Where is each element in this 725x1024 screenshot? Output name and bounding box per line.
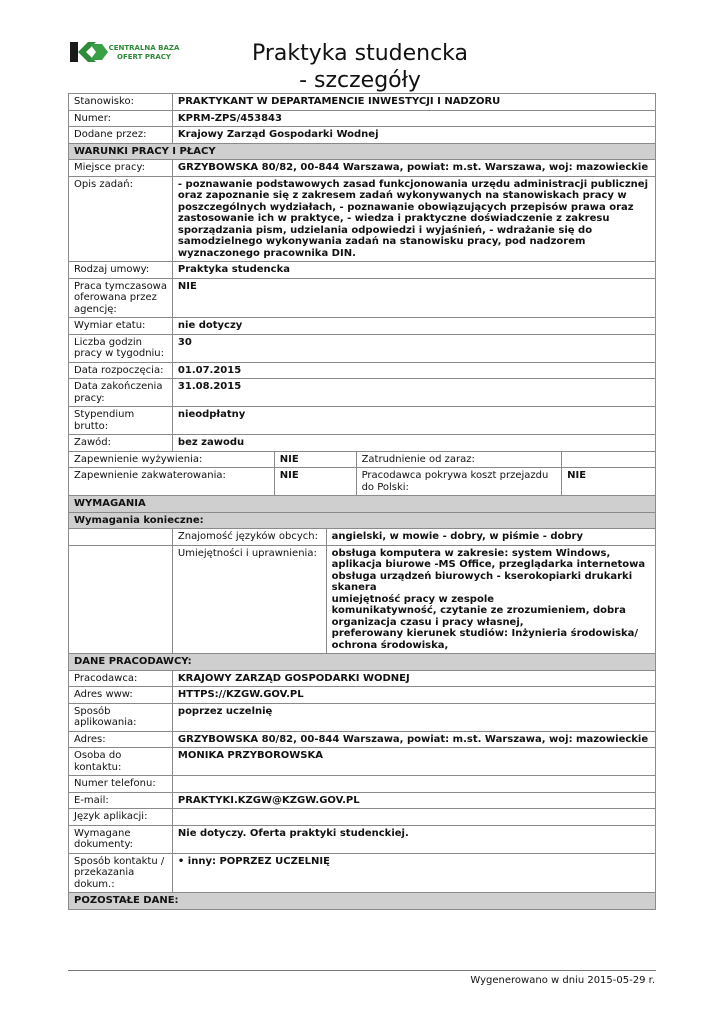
field-label: Data zakończenia pracy: — [69, 379, 173, 407]
table-row — [69, 731, 656, 748]
field-label: Znajomość języków obcych: — [172, 529, 326, 546]
field-label: Adres www: — [69, 687, 173, 704]
table-row — [69, 435, 656, 452]
field-value: GRZYBOWSKA 80/82, 00-844 Warszawa, powiat: m.st. Warszawa, woj: mazowieckie — [172, 160, 655, 177]
field-value: NIE — [172, 278, 655, 318]
table-row — [69, 468, 656, 496]
table-row — [69, 776, 656, 793]
section-pracodawca-label: DANE PRACODAWCY: — [69, 654, 656, 671]
field-value: 01.07.2015 — [172, 362, 655, 379]
field-value: Nie dotyczy. Oferta praktyki studenckiej. — [172, 825, 655, 853]
field-label: Liczba godzin pracy w tygodniu: — [69, 334, 173, 362]
table-row — [69, 407, 656, 435]
table-row — [69, 278, 656, 318]
field-value: NIE — [274, 451, 356, 468]
field-value — [172, 776, 655, 793]
section-wymagania-label: WYMAGANIA — [69, 496, 656, 513]
table-row — [69, 853, 656, 893]
table-row — [69, 809, 656, 826]
field-value: - poznawanie podstawowych zasad funkcjonowania urzędu administracji publicznej oraz zapoznanie się z zakresem zadań wykonywanych na stanowiskach pracy w poszczególnych wydziałach, - poznawanie obowiązujących przepisów prawa oraz zastosowanie ich w praktyce, - wiedza i praktyczne doświadczenie z zakresu sporządzania pism, udzielania odpowiedzi i wyjaśnień, - wdrażanie się do samodzielnego wykonywania zadań na stanowisku pracy, pod nadzorem wyznaczonego pracownika DIN. — [172, 176, 655, 262]
field-value — [172, 809, 655, 826]
field-value: KRAJOWY ZARZĄD GOSPODARKI WODNEJ — [172, 670, 655, 687]
table-row — [69, 670, 656, 687]
field-label: Zawód: — [69, 435, 173, 452]
field-label: Miejsce pracy: — [69, 160, 173, 177]
table-row — [69, 748, 656, 776]
field-label: Zapewnienie zakwaterowania: — [69, 468, 275, 496]
field-value: Krajowy Zarząd Gospodarki Wodnej — [172, 127, 655, 144]
section-warunki-label: WARUNKI PRACY I PŁACY — [69, 143, 656, 160]
table-row — [69, 703, 656, 731]
field-label: Numer telefonu: — [69, 776, 173, 793]
section-wymagania — [69, 496, 656, 513]
field-label: Dodane przez: — [69, 127, 173, 144]
table-row — [69, 176, 656, 262]
field-label: Rodzaj umowy: — [69, 262, 173, 279]
table-row — [69, 529, 656, 546]
field-label: Stanowisko: — [69, 94, 173, 111]
field-value: NIE — [562, 468, 656, 496]
table-row — [69, 379, 656, 407]
empty-cell — [69, 529, 173, 546]
field-label: Opis zadań: — [69, 176, 173, 262]
empty-cell — [69, 545, 173, 654]
field-value: HTTPS://KZGW.GOV.PL — [172, 687, 655, 704]
field-label: E-mail: — [69, 792, 173, 809]
field-value: 31.08.2015 — [172, 379, 655, 407]
offer-details-table — [68, 93, 656, 910]
table-row — [69, 318, 656, 335]
section-pozostale — [69, 893, 656, 910]
field-value — [562, 451, 656, 468]
field-label: Zatrudnienie od zaraz: — [356, 451, 562, 468]
field-label: Wymiar etatu: — [69, 318, 173, 335]
page-title: Praktyka studencka - szczegóły — [251, 41, 469, 93]
table-row — [69, 127, 656, 144]
field-value: MONIKA PRZYBOROWSKA — [172, 748, 655, 776]
section-wymagania-konieczne — [69, 512, 656, 529]
field-label: Adres: — [69, 731, 173, 748]
table-row — [69, 451, 656, 468]
section-pozostale-label: POZOSTAŁE DANE: — [69, 893, 656, 910]
footer-divider — [68, 970, 656, 971]
field-label: Zapewnienie wyżywienia: — [69, 451, 275, 468]
field-value: GRZYBOWSKA 80/82, 00-844 Warszawa, powiat: m.st. Warszawa, woj: mazowieckie — [172, 731, 655, 748]
field-value: bez zawodu — [172, 435, 655, 452]
table-row — [69, 687, 656, 704]
field-label: Pracodawca: — [69, 670, 173, 687]
field-value: PRAKTYKANT W DEPARTAMENCIE INWESTYCJI I NADZORU — [172, 94, 655, 111]
field-label: Numer: — [69, 110, 173, 127]
field-label: Pracodawca pokrywa koszt przejazdu do Polski: — [356, 468, 562, 496]
field-value: • inny: POPRZEZ UCZELNIĘ — [172, 853, 655, 893]
field-label: Data rozpoczęcia: — [69, 362, 173, 379]
section-pracodawca — [69, 654, 656, 671]
field-label: Sposób kontaktu / przekazania dokum.: — [69, 853, 173, 893]
section-wymagania-konieczne-label: Wymagania konieczne: — [69, 512, 656, 529]
field-value: nie dotyczy — [172, 318, 655, 335]
table-row — [69, 94, 656, 111]
table-row — [69, 825, 656, 853]
field-value: 30 — [172, 334, 655, 362]
field-value: Praktyka studencka — [172, 262, 655, 279]
field-value: angielski, w mowie - dobry, w piśmie - dobry — [326, 529, 655, 546]
table-row — [69, 545, 656, 654]
footer-generated-date: Wygenerowano w dniu 2015-05-29 r. — [470, 975, 655, 986]
table-row — [69, 160, 656, 177]
table-row — [69, 362, 656, 379]
field-label: Osoba do kontaktu: — [69, 748, 173, 776]
field-value: NIE — [274, 468, 356, 496]
table-row — [69, 262, 656, 279]
field-value: nieodpłatny — [172, 407, 655, 435]
field-value: poprzez uczelnię — [172, 703, 655, 731]
table-row — [69, 334, 656, 362]
table-row — [69, 792, 656, 809]
logo-text: CENTRALNA BAZA OFERT PRACY — [108, 44, 180, 61]
field-label: Sposób aplikowania: — [69, 703, 173, 731]
field-label: Praca tymczasowa oferowana przez agencję: — [69, 278, 173, 318]
section-warunki — [69, 143, 656, 160]
field-label: Język aplikacji: — [69, 809, 173, 826]
table-row — [69, 110, 656, 127]
field-value: obsługa komputera w zakresie: system Windows, aplikacja biurowe -MS Office, przeglądarka internetowa obsługa urządzeń biurowych - kserokopiarki drukarki skanera umiejętność pracy w zespole komunikatywność, czytanie ze zrozumieniem, dobra organizacja czasu i pracy własnej, preferowany kierunek studiów: Inżynieria środowiska/ ochrona środowiska, — [326, 545, 655, 654]
field-value: PRAKTYKI.KZGW@KZGW.GOV.PL — [172, 792, 655, 809]
field-label: Stypendium brutto: — [69, 407, 173, 435]
field-value: KPRM-ZPS/453843 — [172, 110, 655, 127]
field-label: Wymagane dokumenty: — [69, 825, 173, 853]
field-label: Umiejętności i uprawnienia: — [172, 545, 326, 654]
